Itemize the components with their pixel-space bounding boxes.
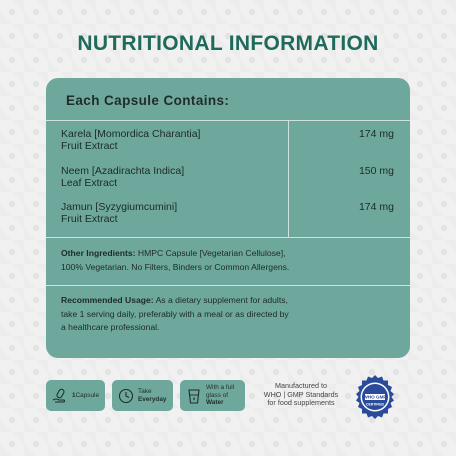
ingredients-table: [46, 121, 410, 237]
ingredient-name-line: Jamun [Syzygiumcumini]: [61, 201, 178, 213]
calendar-clock-icon: [118, 388, 134, 404]
ingredient-name-line: Fruit Extract: [61, 140, 118, 152]
seal-top-text: WHO GMP: [363, 394, 387, 400]
ingredient-name-line: Karela [Momordica Charantia]: [61, 128, 201, 140]
ingredient-name: [61, 128, 283, 152]
ingredient-amount: 174 mg: [358, 128, 394, 140]
other-ingredients-text: HMPC Capsule [Vegetarian Cellulose],: [137, 248, 286, 258]
recommended-usage-text: As a dietary supplement for adults,: [155, 295, 288, 305]
water-glass-icon: [186, 388, 202, 404]
badge-count: 1: [72, 391, 76, 399]
badge-label: glass of: [206, 391, 229, 399]
manufacturing-line: for food supplements: [267, 398, 335, 408]
badge-text: [206, 384, 234, 407]
nutrition-card: [46, 78, 410, 358]
capsule-hand-icon: [52, 388, 68, 404]
badge-label: Everyday: [138, 395, 167, 403]
manufacturing-standard: [256, 382, 346, 408]
page-title: NUTRITIONAL INFORMATION: [77, 32, 379, 55]
other-ingredients-line: [61, 247, 395, 261]
who-gmp-seal-icon: [352, 374, 398, 420]
water-badge: [180, 380, 245, 411]
recommended-usage-line: [61, 294, 395, 308]
recommended-usage-text: a healthcare professional.: [61, 322, 160, 332]
manufacturing-line: WHO | GMP Standards: [263, 389, 339, 399]
ingredient-amount: 150 mg: [358, 165, 394, 177]
other-ingredients-label: Other Ingredients:: [61, 248, 136, 258]
recommended-usage-label: Recommended Usage:: [61, 295, 154, 305]
badge-label: Take: [138, 388, 152, 395]
card-heading: Each Capsule Contains:: [66, 93, 230, 108]
table-column-divider: [288, 121, 289, 237]
recommended-usage-text: take 1 serving daily, preferably with a meal or as directed by: [61, 308, 289, 319]
ingredient-name-line: Fruit Extract: [61, 213, 118, 225]
badge-text: [138, 388, 166, 403]
seal-bottom-text: CERTIFIED: [366, 402, 384, 407]
recommended-usage: [46, 286, 410, 358]
ingredient-amount: 174 mg: [358, 201, 394, 213]
ingredient-name-line: Neem [Azadirachta Indica]: [61, 165, 185, 177]
badge-label: Capsule: [75, 391, 100, 399]
other-ingredients-text: 100% Vegetarian. No Filters, Binders or Common Allergens.: [61, 261, 290, 272]
badge-label: With a full: [206, 384, 235, 392]
ingredient-name: [61, 165, 283, 189]
badge-label: Water: [206, 399, 224, 407]
badge-text: [72, 392, 99, 400]
everyday-badge: [112, 380, 173, 411]
other-ingredients: [46, 238, 410, 285]
ingredient-name-line: Leaf Extract: [61, 177, 118, 189]
manufacturing-line: Manufactured to: [275, 381, 327, 390]
ingredient-name: [61, 201, 283, 225]
capsule-badge: [46, 380, 105, 411]
